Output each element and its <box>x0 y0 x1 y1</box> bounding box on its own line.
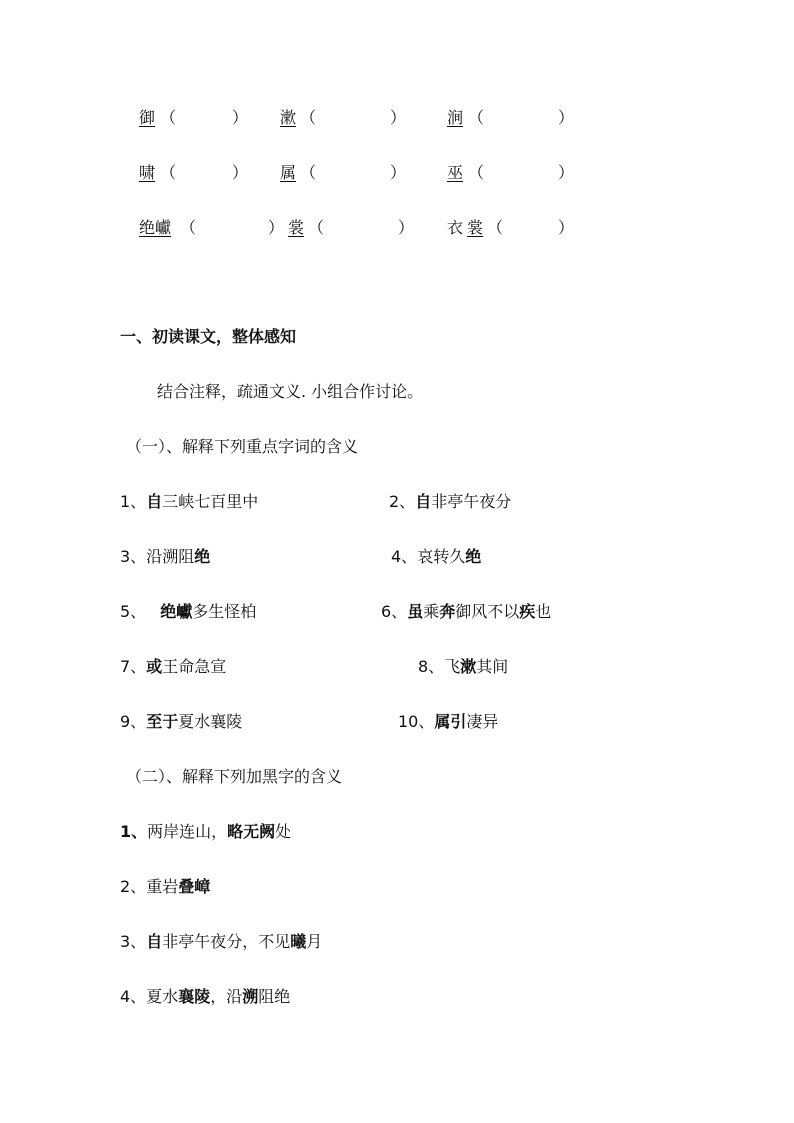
item-text: 阻绝 <box>258 987 291 1006</box>
question-item <box>120 492 258 512</box>
item-text: 哀转久 <box>417 547 466 566</box>
bold-term: 奔 <box>439 602 456 621</box>
pinyin-close-paren: ） <box>558 218 575 237</box>
item-text: 三峡七百里中 <box>162 492 259 511</box>
question-item <box>120 712 242 732</box>
question-item <box>418 657 508 677</box>
item-text: 两岸连山， <box>147 822 228 841</box>
question-item <box>398 712 498 732</box>
item-text: 王命急宣 <box>162 657 227 676</box>
question-item <box>120 657 226 677</box>
item-text: 其间 <box>476 657 509 676</box>
bold-term: 漱 <box>460 657 477 676</box>
item-text: 夏水襄陵 <box>178 712 243 731</box>
pinyin-open-paren: （ <box>180 218 197 237</box>
pinyin-close-paren: ） <box>398 218 415 237</box>
pinyin-open-paren: （ <box>300 163 317 182</box>
pinyin-close-paren: ） <box>232 163 249 182</box>
bold-term: 属引 <box>434 712 467 731</box>
bold-term: 自 <box>146 932 163 951</box>
pinyin-open-paren: （ <box>468 108 485 127</box>
pinyin-close-paren: ） <box>268 218 285 237</box>
pinyin-word: 裳 <box>467 218 484 237</box>
item-number: 5、 <box>120 602 147 621</box>
item-text: 夏水 <box>146 987 179 1006</box>
pinyin-open-paren: （ <box>160 108 177 127</box>
bold-term: 至于 <box>146 712 179 731</box>
item-number: 9、 <box>120 712 147 731</box>
bold-term: 或 <box>146 657 163 676</box>
part-title: （二）、解释下列加黑字的含义 <box>126 767 343 786</box>
pinyin-word: 裳 <box>288 218 305 237</box>
bold-term: 叠嶂 <box>178 877 211 896</box>
item-text: 重岩 <box>146 877 179 896</box>
item-text: 凄异 <box>466 712 499 731</box>
bold-term: 绝 <box>465 547 482 566</box>
bold-term: 虽 <box>407 602 424 621</box>
item-number: 2、 <box>120 877 147 896</box>
question-item <box>391 547 481 567</box>
question-item <box>120 822 291 842</box>
bold-term: 襄陵 <box>178 987 211 1006</box>
item-text: 沿溯阻 <box>146 547 195 566</box>
item-number: 7、 <box>120 657 147 676</box>
item-text: 多生怪柏 <box>192 602 257 621</box>
pinyin-close-paren: ） <box>558 108 575 127</box>
item-text: 非亭午夜分，不见 <box>162 932 291 951</box>
pinyin-word: 属 <box>280 163 297 182</box>
item-text: ，沿 <box>210 987 243 1006</box>
item-number: 4、 <box>391 547 418 566</box>
pinyin-open-paren: （ <box>160 163 177 182</box>
item-number: 4、 <box>120 987 147 1006</box>
bold-term: 自 <box>415 492 432 511</box>
item-number: 2、 <box>389 492 416 511</box>
pinyin-open-paren: （ <box>308 218 325 237</box>
item-text: 飞 <box>444 657 461 676</box>
item-number: 10、 <box>398 712 435 731</box>
pinyin-word: 巫 <box>447 163 464 182</box>
pinyin-open-paren: （ <box>487 218 504 237</box>
item-number: 1、 <box>120 822 148 841</box>
question-item <box>381 602 551 622</box>
bold-term: 绝 <box>194 547 211 566</box>
pinyin-close-paren: ） <box>390 163 407 182</box>
item-text: 乘 <box>423 602 440 621</box>
item-text: 也 <box>535 602 552 621</box>
question-item <box>120 602 256 622</box>
question-item <box>120 877 210 897</box>
bold-term: 绝巘 <box>160 602 193 621</box>
question-item <box>120 932 322 952</box>
question-item <box>120 547 210 567</box>
bold-term: 溯 <box>242 987 259 1006</box>
item-number: 3、 <box>120 932 147 951</box>
pinyin-word: 绝巘 <box>139 218 172 237</box>
question-item <box>389 492 511 512</box>
item-number: 6、 <box>381 602 408 621</box>
item-text: 御风不以 <box>455 602 520 621</box>
instruction-text: 结合注释，疏通文义. 小组合作讨论。 <box>157 382 424 401</box>
item-text: 月 <box>306 932 323 951</box>
pinyin-open-paren: （ <box>300 108 317 127</box>
pinyin-close-paren: ） <box>232 108 249 127</box>
item-number: 8、 <box>418 657 445 676</box>
pinyin-word-prefix: 衣 <box>447 218 464 237</box>
item-text: 处 <box>275 822 292 841</box>
pinyin-word: 御 <box>139 108 156 127</box>
pinyin-close-paren: ） <box>558 163 575 182</box>
bold-term: 曦 <box>290 932 307 951</box>
item-number: 1、 <box>120 492 147 511</box>
question-item <box>120 987 290 1007</box>
pinyin-close-paren: ） <box>390 108 407 127</box>
item-number: 3、 <box>120 547 147 566</box>
pinyin-word: 漱 <box>280 108 297 127</box>
part-title: （一）、解释下列重点字词的含义 <box>126 437 359 456</box>
item-text: 非亭午夜分 <box>431 492 512 511</box>
pinyin-word: 啸 <box>139 163 156 182</box>
section-title: 一、初读课文，整体感知 <box>120 327 297 346</box>
pinyin-word: 涧 <box>447 108 464 127</box>
bold-term: 疾 <box>519 602 536 621</box>
pinyin-open-paren: （ <box>468 163 485 182</box>
bold-term: 略无阙 <box>227 822 276 841</box>
bold-term: 自 <box>146 492 163 511</box>
